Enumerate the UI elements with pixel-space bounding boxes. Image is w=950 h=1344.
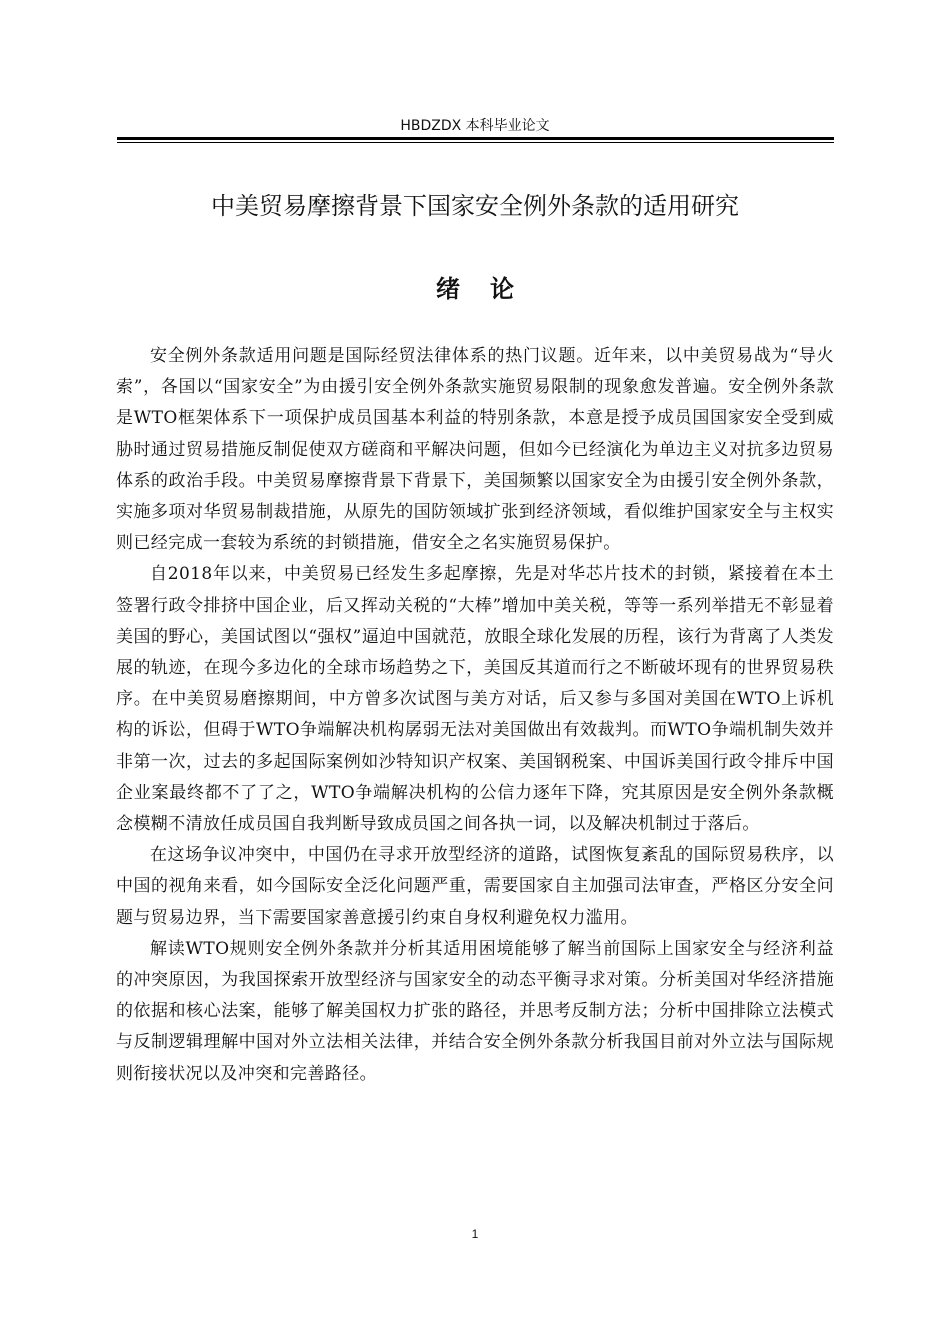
paragraph-1: 安全例外条款适用问题是国际经贸法律体系的热门议题。近年来，以中美贸易战为“导火索”，各国以“国家安全”为由援引安全例外条款实施贸易限制的现象愈发普遍。安全例外条款是WTO框架体系下一项保护成员国基本利益的特别条款，本意是授予成员国国家安全受到威胁时通过贸易措施反制促使双方磋商和平解决问题，但如今已经演化为单边主义对抗多边贸易体系的政治手段。中美贸易摩擦背景下背景下，美国频繁以国家安全为由援引安全例外条款，实施多项对华贸易制裁措施，从原先的国防领域扩张到经济领域，看似维护国家安全与主权实则已经完成一套较为系统的封锁措施，借安全之名实施贸易保护。 — [116, 346, 834, 554]
paragraph-4: 解读WTO规则安全例外条款并分析其适用困境能够了解当前国际上国家安全与经济利益的冲突原因，为我国探索开放型经济与国家安全的动态平衡寻求对策。分析美国对华经济措施的依据和核心法案，能够了解美国权力扩张的路径，并思考反制方法；分析中国排除立法模式与反制逻辑理解中国对外立法相关法律，并结合安全例外条款分析我国目前对外立法与国际规则衔接状况以及冲突和完善路径。 — [116, 938, 834, 1084]
header-rule-thin — [117, 142, 834, 143]
paragraph-3: 在这场争议冲突中，中国仍在寻求开放型经济的道路，试图恢复紊乱的国际贸易秩序，以中国的视角来看，如今国际安全泛化问题严重，需要国家自主加强司法审查，严格区分安全问题与贸易边界，当下需要国家善意援引约束自身权利避免权力滥用。 — [116, 845, 834, 928]
thesis-title: 中美贸易摩擦背景下国家安全例外条款的适用研究 — [211, 192, 739, 220]
body-text — [116, 341, 834, 1090]
page-number: 1 — [471, 1227, 479, 1241]
header-rule-thick — [117, 137, 834, 140]
paragraph-2: 自2018年以来，中美贸易已经发生多起摩擦，先是对华芯片技术的封锁，紧接着在本土签署行政令排挤中国企业，后又挥动关税的“大棒”增加中美关税，等等一系列举措无不彰显着美国的野心，美国试图以“强权”逼迫中国就范，放眼全球化发展的历程，该行为背离了人类发展的轨迹，在现今多边化的全球市场趋势之下，美国反其道而行之不断破坏现有的世界贸易秩序。在中美贸易磨擦期间，中方曾多次试图与美方对话，后又参与多国对美国在WTO上诉机构的诉讼，但碍于WTO争端解决机构孱弱无法对美国做出有效裁判。而WTO争端机制失效并非第一次，过去的多起国际案例如沙特知识产权案、美国钢税案、中国诉美国行政令排斥中国企业案最终都不了了之，WTO争端解决机构的公信力逐年下降，究其原因是安全例外条款概念模糊不清放任成员国自我判断导致成员国之间各执一词，以及解决机制过于落后。 — [116, 564, 834, 835]
section-heading: 绪论 — [436, 275, 544, 303]
running-header: HBDZDX 本科毕业论文 — [400, 118, 550, 134]
